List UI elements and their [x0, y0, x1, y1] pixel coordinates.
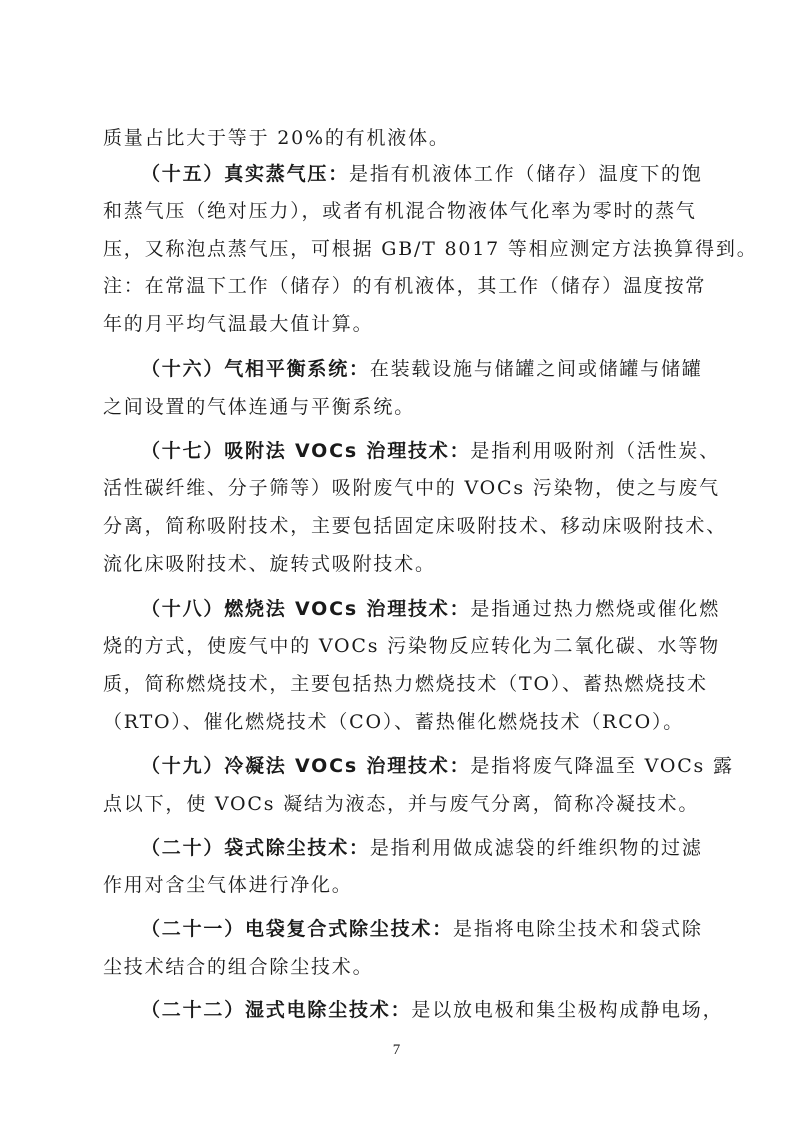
definition-text: 是指将电除尘技术和袋式除: [453, 918, 703, 940]
definition-term: （十五）真实蒸气压：: [141, 163, 350, 185]
intro-line: 质量占比大于等于 20%的有机液体。: [103, 127, 450, 149]
definition-20-first-line: [141, 836, 703, 860]
definition-17-line: 活性碳纤维、分子筛等）吸附废气中的 VOCs 污染物，使之与废气: [103, 477, 720, 499]
definition-21-line: 尘技术结合的组合除尘技术。: [103, 956, 374, 978]
definition-15-line: 和蒸气压（绝对压力），或者有机混合物液体气化率为零时的蒸气: [103, 200, 697, 222]
definition-15-line: 注：在常温下工作（储存）的有机液体，其工作（储存）温度按常: [103, 275, 707, 297]
definition-term: （十九）冷凝法 VOCs 治理技术：: [141, 755, 471, 777]
definition-20-line: 作用对含尘气体进行净化。: [103, 874, 353, 896]
definition-text: 是指通过热力燃烧或催化燃: [470, 598, 721, 620]
definition-18-line: 烧的方式，使废气中的 VOCs 污染物反应转化为二氧化碳、水等物: [103, 635, 720, 657]
page-number: 7: [392, 1042, 401, 1058]
definition-text: 是指将废气降温至 VOCs 露: [470, 755, 734, 777]
definition-22-first-line: [141, 998, 724, 1022]
definition-text: 在装载设施与储罐之间或储罐与储罐: [369, 358, 703, 380]
definition-18-line: 质，简称燃烧技术，主要包括热力燃烧技术（TO）、蓄热燃烧技术: [103, 673, 708, 695]
definition-text: 是指利用做成滤袋的纤维织物的过滤: [369, 837, 703, 859]
definition-text: 是指有机液体工作（储存）温度下的饱: [349, 163, 703, 185]
definition-term: （十七）吸附法 VOCs 治理技术：: [141, 440, 471, 462]
definition-term: （二十一）电袋复合式除尘技术：: [141, 918, 454, 940]
definition-17-first-line: [141, 439, 721, 463]
definition-term: （十八）燃烧法 VOCs 治理技术：: [141, 598, 471, 620]
definition-16-first-line: [141, 357, 703, 381]
definition-term: （二十二）湿式电除尘技术：: [141, 999, 412, 1021]
definition-15-first-line: [141, 162, 703, 186]
definition-19-line: 点以下，使 VOCs 凝结为液态，并与废气分离，简称冷凝技术。: [103, 793, 700, 815]
definition-19-first-line: [141, 754, 734, 778]
definition-18-first-line: [141, 597, 721, 621]
definition-16-line: 之间设置的气体连通与平衡系统。: [103, 396, 416, 418]
definition-15-line: 年的月平均气温最大值计算。: [103, 313, 374, 335]
definition-term: （二十）袋式除尘技术：: [141, 837, 370, 859]
definition-17-line: 分离，简称吸附技术，主要包括固定床吸附技术、移动床吸附技术、: [103, 515, 728, 537]
definition-17-line: 流化床吸附技术、旋转式吸附技术。: [103, 553, 436, 575]
definition-18-line: （RTO）、催化燃烧技术（CO）、蓄热催化燃烧技术（RCO）。: [103, 711, 685, 733]
definition-term: （十六）气相平衡系统：: [141, 358, 370, 380]
definition-text: 是以放电极和集尘极构成静电场，: [411, 999, 724, 1021]
definition-21-first-line: [141, 917, 703, 941]
definition-15-line: 压，又称泡点蒸气压，可根据 GB/T 8017 等相应测定方法换算得到。: [103, 238, 758, 260]
definition-text: 是指利用吸附剂（活性炭、: [470, 440, 721, 462]
